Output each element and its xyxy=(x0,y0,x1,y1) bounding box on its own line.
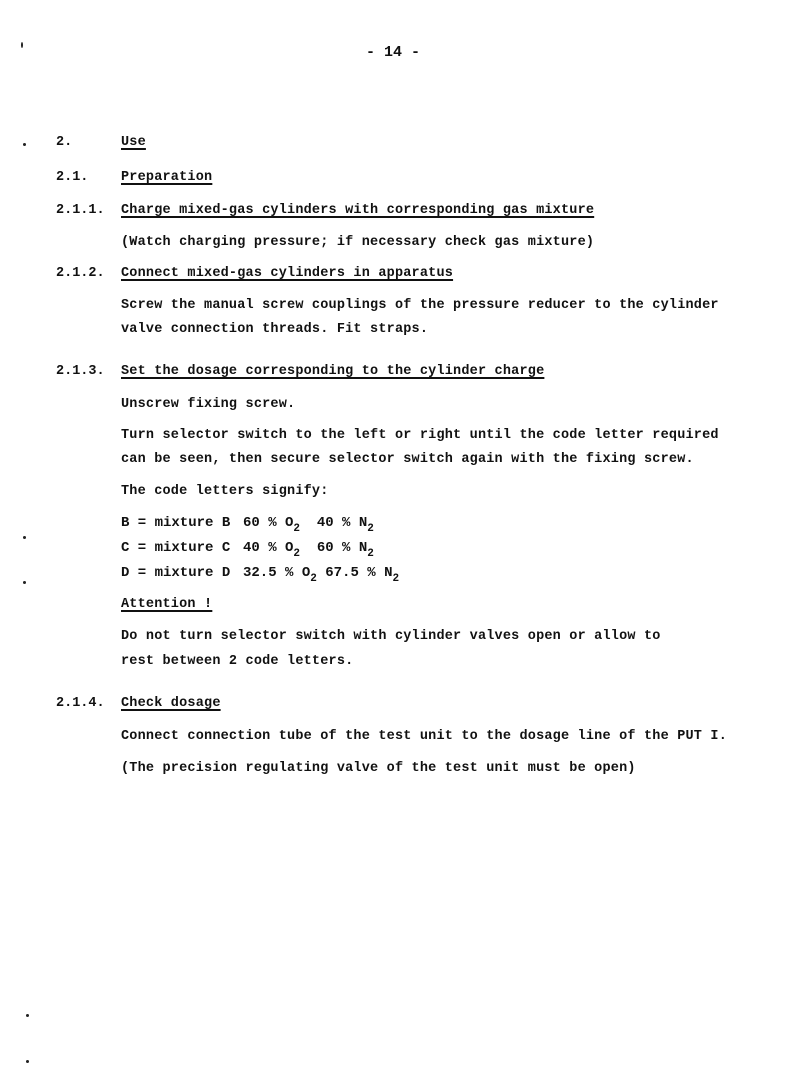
section-number: 2. xyxy=(56,135,73,150)
o2-percent: 40 % xyxy=(243,540,277,556)
n2-label: N xyxy=(358,515,368,531)
page-number: - 14 - xyxy=(366,44,421,61)
subscript: 2 xyxy=(367,548,374,560)
section-number: 2.1.2. xyxy=(56,266,105,281)
section-title: Check dosage xyxy=(121,696,221,711)
subscript: 2 xyxy=(293,523,301,535)
subscript: 2 xyxy=(310,573,317,585)
mixture-code: C = mixture C xyxy=(121,540,231,556)
section-number: 2.1.4. xyxy=(56,696,105,711)
body-text: (Watch charging pressure; if necessary check gas mixture) xyxy=(121,235,595,250)
section-title: Preparation xyxy=(121,170,213,185)
mixture-code: B = mixture B xyxy=(121,515,231,531)
margin-mark xyxy=(23,581,26,584)
mixture-row xyxy=(121,540,374,560)
body-text: The code letters signify: xyxy=(121,484,329,499)
attention-text: Do not turn selector switch with cylinder valves open or allow to xyxy=(121,629,661,644)
margin-mark xyxy=(21,42,23,48)
margin-mark xyxy=(23,143,26,146)
n2-percent: 40 % xyxy=(316,515,351,531)
body-text: valve connection threads. Fit straps. xyxy=(121,322,429,337)
o2-percent: 32.5 % xyxy=(243,565,294,581)
n2-label: N xyxy=(384,565,393,581)
n2-percent: 67.5 % xyxy=(325,565,376,581)
section-title: Connect mixed-gas cylinders in apparatus xyxy=(121,266,454,281)
body-text: Connect connection tube of the test unit to the dosage line of the PUT I. xyxy=(121,729,727,744)
attention-heading: Attention ! xyxy=(121,597,213,612)
section-title: Set the dosage corresponding to the cylinder charge xyxy=(121,364,545,379)
o2-label: O xyxy=(285,515,294,531)
section-number: 2.1. xyxy=(56,170,89,185)
section-title: Charge mixed-gas cylinders with corresponding gas mixture xyxy=(121,203,595,218)
o2-label: O xyxy=(285,540,294,556)
body-text: (The precision regulating valve of the test unit must be open) xyxy=(121,761,636,776)
margin-mark xyxy=(26,1060,29,1063)
n2-percent: 60 % xyxy=(316,540,351,556)
o2-percent: 60 % xyxy=(243,515,277,531)
n2-label: N xyxy=(358,540,368,556)
mixture-code: D = mixture D xyxy=(121,565,231,581)
mixture-row xyxy=(121,515,374,535)
mixture-row xyxy=(121,565,399,585)
attention-text: rest between 2 code letters. xyxy=(121,654,354,669)
body-text: Screw the manual screw couplings of the pressure reducer to the cylinder xyxy=(121,298,719,313)
body-text: Unscrew fixing screw. xyxy=(121,397,296,412)
margin-mark xyxy=(26,1014,29,1017)
subscript: 2 xyxy=(293,548,301,560)
margin-mark xyxy=(23,536,26,539)
section-title: Use xyxy=(121,135,146,150)
section-number: 2.1.3. xyxy=(56,364,105,379)
section-number: 2.1.1. xyxy=(56,203,105,218)
o2-label: O xyxy=(301,565,311,581)
subscript: 2 xyxy=(367,523,374,535)
body-text: Turn selector switch to the left or right until the code letter required xyxy=(121,428,719,443)
subscript: 2 xyxy=(392,573,400,585)
body-text: can be seen, then secure selector switch again with the fixing screw. xyxy=(121,452,694,467)
